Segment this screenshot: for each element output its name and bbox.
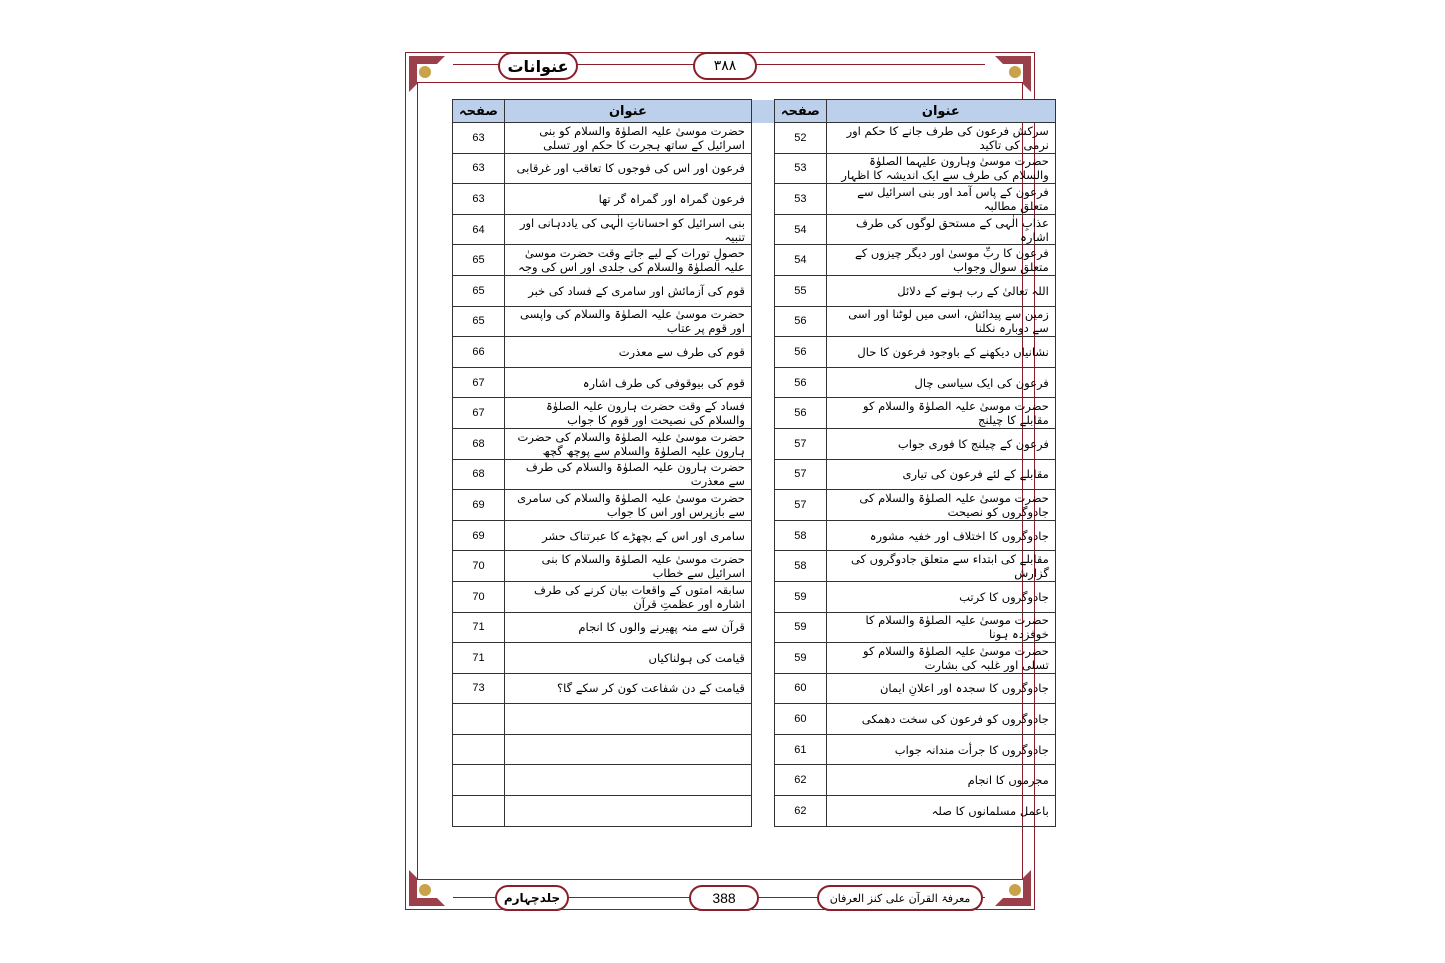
page-number-cell: 52 [774, 123, 826, 154]
page-number-cell: 57 [774, 428, 826, 459]
page-number-cell: 54 [774, 214, 826, 245]
topic-cell: فرعون کی ایک سیاسی چال [826, 367, 1055, 398]
page-number-cell: 70 [453, 551, 505, 582]
page-number-cell: 64 [453, 214, 505, 245]
table-row [453, 337, 1056, 368]
topic-cell: حضرت موسیٰ علیہ الصلوٰۃ والسلام کا بنی اسرائیل سے خطاب [504, 551, 751, 582]
topic-cell: فرعون اور اس کی فوجوں کا تعاقب اور غرقابی [504, 153, 751, 184]
page-number-cell: 63 [453, 184, 505, 215]
topic-cell: فرعون گمراہ اور گمراہ گر تھا [504, 184, 751, 215]
page-number-cell: 53 [774, 153, 826, 184]
topic-cell: جادوگروں کا سجدہ اور اعلانِ ایمان [826, 673, 1055, 704]
page-number-cell: 65 [453, 275, 505, 306]
table-row [453, 245, 1056, 276]
page-number-cell: 61 [774, 734, 826, 765]
page-number-cell: 71 [453, 612, 505, 643]
topic-cell: فرعون کے پاس آمد اور بنی اسرائیل سے متعلق مطالبہ [826, 184, 1055, 215]
page-number-cell: 59 [774, 643, 826, 674]
topic-cell: جادوگروں کا کرتب [826, 581, 1055, 612]
page-number-cell: 71 [453, 643, 505, 674]
page-number-cell: 59 [774, 581, 826, 612]
section-title: عنوانات [498, 52, 578, 80]
page-number-cell: 69 [453, 520, 505, 551]
table-row [453, 643, 1056, 674]
table-row [453, 612, 1056, 643]
table-row [453, 153, 1056, 184]
col-topic-left: عنوان [504, 100, 751, 123]
table-row [453, 367, 1056, 398]
topic-cell: سامری اور اس کے بچھڑے کا عبرتناک حشر [504, 520, 751, 551]
page-number-cell: 63 [453, 123, 505, 154]
topic-cell: جادوگروں کو فرعون کی سخت دھمکی [826, 704, 1055, 735]
topic-cell: قرآن سے منہ پھیرنے والوں کا انجام [504, 612, 751, 643]
page-number-cell: 68 [453, 428, 505, 459]
topic-cell: حصولِ تورات کے لیے جاتے وقت حضرت موسیٰ علیہ الصلوٰۃ والسلام کی جلدی اور اس کی وجہ [504, 245, 751, 276]
page-number-cell: 56 [774, 367, 826, 398]
topic-cell: بنی اسرائیل کو احساناتِ الٰہی کی یاددہانی اور تنبیہ [504, 214, 751, 245]
page-number-cell: 62 [774, 796, 826, 827]
topic-cell: نشانیاں دیکھنے کے باوجود فرعون کا حال [826, 337, 1055, 368]
page-number-cell: 67 [453, 398, 505, 429]
page-number-cell: 66 [453, 337, 505, 368]
page-number-cell: 54 [774, 245, 826, 276]
page-number-cell: 59 [774, 612, 826, 643]
topic-cell: اللہ تعالیٰ کے رب ہونے کے دلائل [826, 275, 1055, 306]
page-number-bottom: 388 [689, 885, 759, 911]
topic-cell: قوم کی بیوقوفی کی طرف اشارہ [504, 367, 751, 398]
table-row [453, 796, 1056, 827]
topic-cell: مجرموں کا انجام [826, 765, 1055, 796]
corner-ornament-icon [993, 868, 1033, 908]
topic-cell: قیامت کے دن شفاعت کون کر سکے گا؟ [504, 673, 751, 704]
topic-cell: حضرت ہارون علیہ الصلوٰۃ والسلام کی طرف سے معذرت [504, 459, 751, 490]
corner-ornament-icon [407, 868, 447, 908]
topic-cell: مقابلے کے لئے فرعون کی تیاری [826, 459, 1055, 490]
page-number-cell: 56 [774, 306, 826, 337]
topic-cell: فساد کے وقت حضرت ہارون علیہ الصلوٰۃ والسلام کی نصیحت اور قوم کا جواب [504, 398, 751, 429]
topic-cell: مقابلے کی ابتداء سے متعلق جادوگروں کی گزارش [826, 551, 1055, 582]
col-page-right: صفحہ [774, 100, 826, 123]
page-number-cell: 53 [774, 184, 826, 215]
topic-cell: قوم کی آزمائش اور سامری کے فساد کی خبر [504, 275, 751, 306]
page-number-cell: 69 [453, 490, 505, 521]
table-row [453, 428, 1056, 459]
table-row [453, 123, 1056, 154]
table-header-row [453, 100, 1056, 123]
page-number-cell: 58 [774, 520, 826, 551]
table-row [453, 704, 1056, 735]
table-row [453, 673, 1056, 704]
page-number-cell: 70 [453, 581, 505, 612]
corner-ornament-icon [407, 54, 447, 94]
corner-ornament-icon [993, 54, 1033, 94]
table-row [453, 734, 1056, 765]
page-number-cell: 65 [453, 245, 505, 276]
table-row [453, 581, 1056, 612]
topic-cell: حضرت موسیٰ علیہ الصلوٰۃ والسلام کو مقابلے کا چیلنج [826, 398, 1055, 429]
topic-cell: حضرت موسیٰ علیہ الصلوٰۃ والسلام کو بنی اسرائیل کے ساتھ ہجرت کا حکم اور تسلی [504, 123, 751, 154]
page-number-cell: 73 [453, 673, 505, 704]
topic-cell: حضرت موسیٰ علیہ الصلوٰۃ والسلام کا خوفزدہ ہونا [826, 612, 1055, 643]
topic-cell: باعمل مسلمانوں کا صلہ [826, 796, 1055, 827]
page-number-cell: 56 [774, 398, 826, 429]
topic-cell: فرعون کے چیلنج کا فوری جواب [826, 428, 1055, 459]
table-row [453, 275, 1056, 306]
topic-cell: حضرت موسیٰ علیہ الصلوٰۃ والسلام کو تسلی اور غلبہ کی بشارت [826, 643, 1055, 674]
topic-cell: حضرت موسیٰ علیہ الصلوٰۃ والسلام کی حضرت ہارون علیہ الصلوٰۃ والسلام سے پوچھ گچھ [504, 428, 751, 459]
page-number-cell: 57 [774, 490, 826, 521]
book-title: معرفۃ القرآن علی کنز العرفان [817, 885, 983, 911]
page-number-cell: 65 [453, 306, 505, 337]
topic-cell: قیامت کی ہولناکیاں [504, 643, 751, 674]
topic-cell: حضرت موسیٰ وہارون علیہما الصلوٰۃ والسلام کی طرف سے ایک اندیشہ کا اظہار [826, 153, 1055, 184]
page-number-cell: 62 [774, 765, 826, 796]
topic-cell: فرعون کا ربِّ موسیٰ اور دیگر چیزوں کے متعلق سوال وجواب [826, 245, 1055, 276]
topic-cell: جادوگروں کا جرأت مندانہ جواب [826, 734, 1055, 765]
topic-cell: سابقہ امتوں کے واقعات بیان کرنے کی طرف اشارہ اور عظمتِ قرآن [504, 581, 751, 612]
page-number-cell: 55 [774, 275, 826, 306]
page-number-cell: 57 [774, 459, 826, 490]
contents-table [452, 99, 1056, 827]
page-number-cell: 60 [774, 704, 826, 735]
table-row [453, 398, 1056, 429]
page-number-cell: 58 [774, 551, 826, 582]
table-row [453, 765, 1056, 796]
topic-cell: قوم کی طرف سے معذرت [504, 337, 751, 368]
topic-cell: عذابِ الٰہی کے مستحق لوگوں کی طرف اشارہ [826, 214, 1055, 245]
page-number-cell: 56 [774, 337, 826, 368]
page-number-cell: 63 [453, 153, 505, 184]
page-number-cell: 60 [774, 673, 826, 704]
page-number-cell: 67 [453, 367, 505, 398]
volume-label: جلدچہارم [495, 885, 569, 911]
table-row [453, 551, 1056, 582]
col-topic-right: عنوان [826, 100, 1055, 123]
topic-cell: سرکش فرعون کی طرف جانے کا حکم اور نرمی کی تاکید [826, 123, 1055, 154]
col-page-left: صفحہ [453, 100, 505, 123]
table-row [453, 520, 1056, 551]
table-row [453, 490, 1056, 521]
table-row [453, 214, 1056, 245]
table-row [453, 184, 1056, 215]
topic-cell: جادوگروں کا اختلاف اور خفیہ مشورہ [826, 520, 1055, 551]
topic-cell: زمین سے پیدائش، اسی میں لوٹنا اور اسی سے دوبارہ نکلنا [826, 306, 1055, 337]
topic-cell: حضرت موسیٰ علیہ الصلوٰۃ والسلام کی واپسی اور قوم پر عتاب [504, 306, 751, 337]
topic-cell: حضرت موسیٰ علیہ الصلوٰۃ والسلام کی جادوگروں کو نصیحت [826, 490, 1055, 521]
table-row [453, 459, 1056, 490]
topic-cell: حضرت موسیٰ علیہ الصلوٰۃ والسلام کی سامری سے بازپرس اور اس کا جواب [504, 490, 751, 521]
page-number-top: ٣٨٨ [693, 52, 757, 80]
page-number-cell: 68 [453, 459, 505, 490]
table-row [453, 306, 1056, 337]
